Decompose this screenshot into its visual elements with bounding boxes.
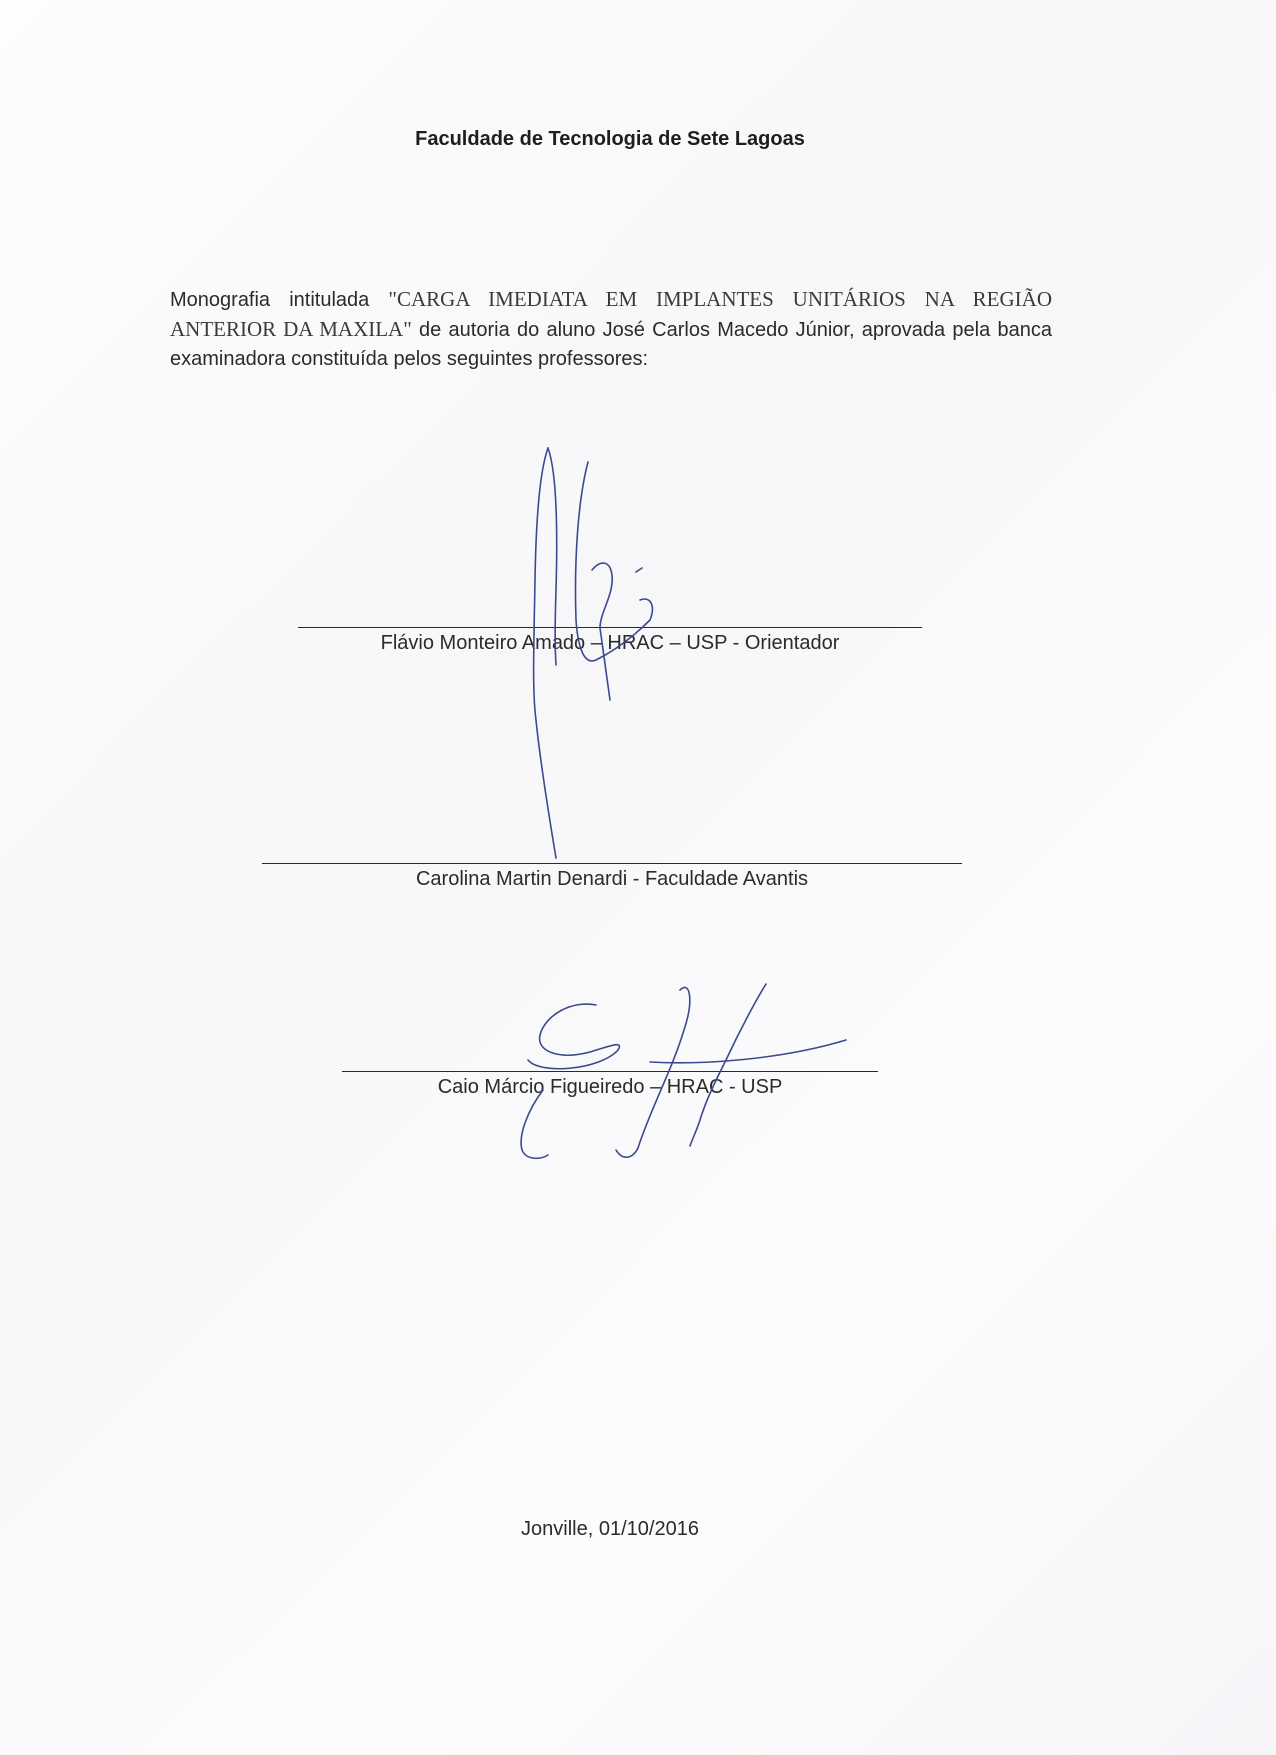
- institution-heading: Faculdade de Tecnologia de Sete Lagoas: [415, 128, 805, 150]
- examiner-name-2: Carolina Martin Denardi - Faculdade Avantis: [415, 868, 809, 890]
- signature-3-stroke-a: [528, 1004, 619, 1069]
- signature-line-2: [262, 863, 962, 864]
- thesis-title: "CARGA IMEDIATA EM IMPLANTES UNITÁRIOS NA REGIÃO ANTERIOR DA MAXILA": [170, 287, 1052, 341]
- signature-3-stroke-d: [690, 984, 766, 1146]
- signature-1-stroke-e: [636, 568, 642, 572]
- signature-3-stroke-b: [521, 1090, 548, 1158]
- signature-line-3: [342, 1071, 878, 1072]
- examiner-name-1: Flávio Monteiro Amado – HRAC – USP - Orientador: [380, 632, 840, 654]
- signature-line-1: [298, 627, 922, 628]
- examiner-name-3: Caio Márcio Figueiredo – HRAC - USP: [437, 1076, 783, 1098]
- intro-prefix: Monografia intitulada: [170, 289, 389, 311]
- intro-suffix: de autoria do aluno José Carlos Macedo Júnior, aprovada pela banca examinadora constituída pelos seguintes professores:: [170, 319, 1052, 370]
- signature-3-stroke-e: [650, 1040, 846, 1063]
- place-and-date: Jonville, 01/10/2016: [521, 1518, 699, 1540]
- signature-3-stroke-c: [616, 987, 690, 1157]
- approval-paragraph: [170, 285, 1052, 374]
